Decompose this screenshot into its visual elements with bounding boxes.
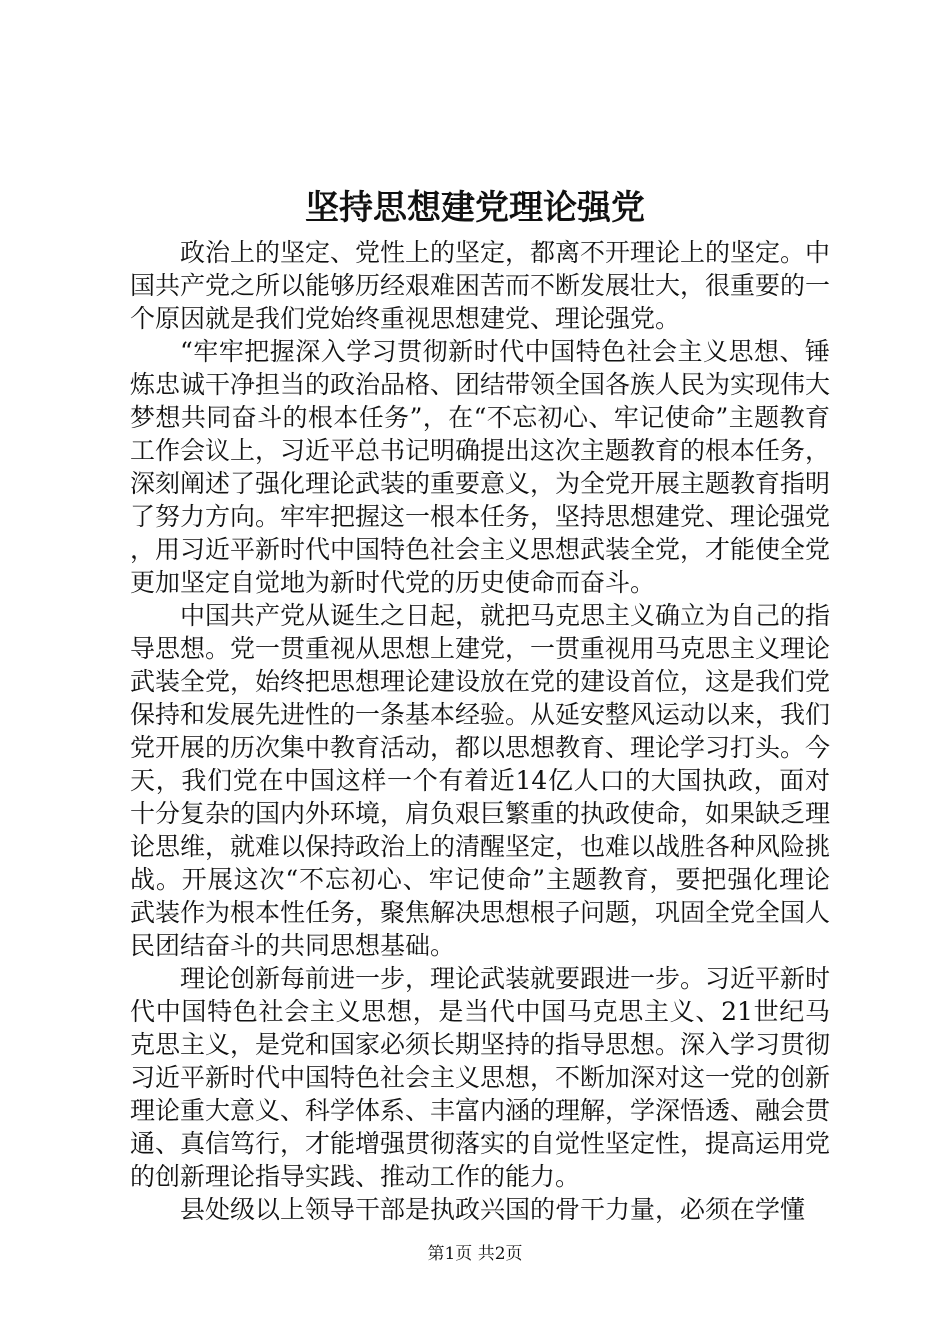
paragraph: 政治上的坚定、党性上的坚定，都离不开理论上的坚定。中国共产党之所以能够历经艰难困苦而不断发展壮大，很重要的一个原因就是我们党始终重视思想建党、理论强党。 — [130, 238, 831, 333]
paragraph: 理论创新每前进一步，理论武装就要跟进一步。习近平新时代中国特色社会主义思想，是当代中国马克思主义、21世纪马克思主义，是党和国家必须长期坚持的指导思想。深入学习贯彻习近平新时代中国特色社会主义思想，不断加深对这一党的创新理论重大意义、科学体系、丰富内涵的理解，学深悟透、融会贯通、真信笃行，才能增强贯彻落实的自觉性坚定性，提高运用党的创新理论指导实践、推动工作的能力。 — [130, 964, 831, 1191]
paragraph: “牢牢把握深入学习贯彻新时代中国特色社会主义思想、锤炼忠诚干净担当的政治品格、团结带领全国各族人民为实现伟大梦想共同奋斗的根本任务”，在“不忘初心、牢记使命”主题教育工作会议上，习近平总书记明确提出这次主题教育的根本任务，深刻阐述了强化理论武装的重要意义，为全党开展主题教育指明了努力方向。牢牢把握这一根本任务，坚持思想建党、理论强党，用习近平新时代中国特色社会主义思想武装全党，才能使全党更加坚定自觉地为新时代党的历史使命而奋斗。 — [130, 337, 831, 597]
document-title: 坚持思想建党理论强党 — [305, 188, 645, 228]
document-body — [130, 236, 830, 1226]
paragraph: 县处级以上领导干部是执政兴国的骨干力量，必须在学懂 — [180, 1195, 806, 1224]
page-number-footer: 第1页 共2页 — [427, 1244, 523, 1264]
paragraph: 中国共产党从诞生之日起，就把马克思主义确立为自己的指导思想。党一贯重视从思想上建党，一贯重视用马克思主义理论武装全党，始终把思想理论建设放在党的建设首位，这是我们党保持和发展先进性的一条基本经验。从延安整风运动以来，我们党开展的历次集中教育活动，都以思想教育、理论学习打头。今天，我们党在中国这样一个有着近14亿人口的大国执政，面对十分复杂的国内外环境，肩负艰巨繁重的执政使命，如果缺乏理论思维，就难以保持政治上的清醒坚定，也难以战胜各种风险挑战。开展这次“不忘初心、牢记使命”主题教育，要把强化理论武装作为根本性任务，聚焦解决思想根子问题，巩固全党全国人民团结奋斗的共同思想基础。 — [130, 601, 831, 960]
